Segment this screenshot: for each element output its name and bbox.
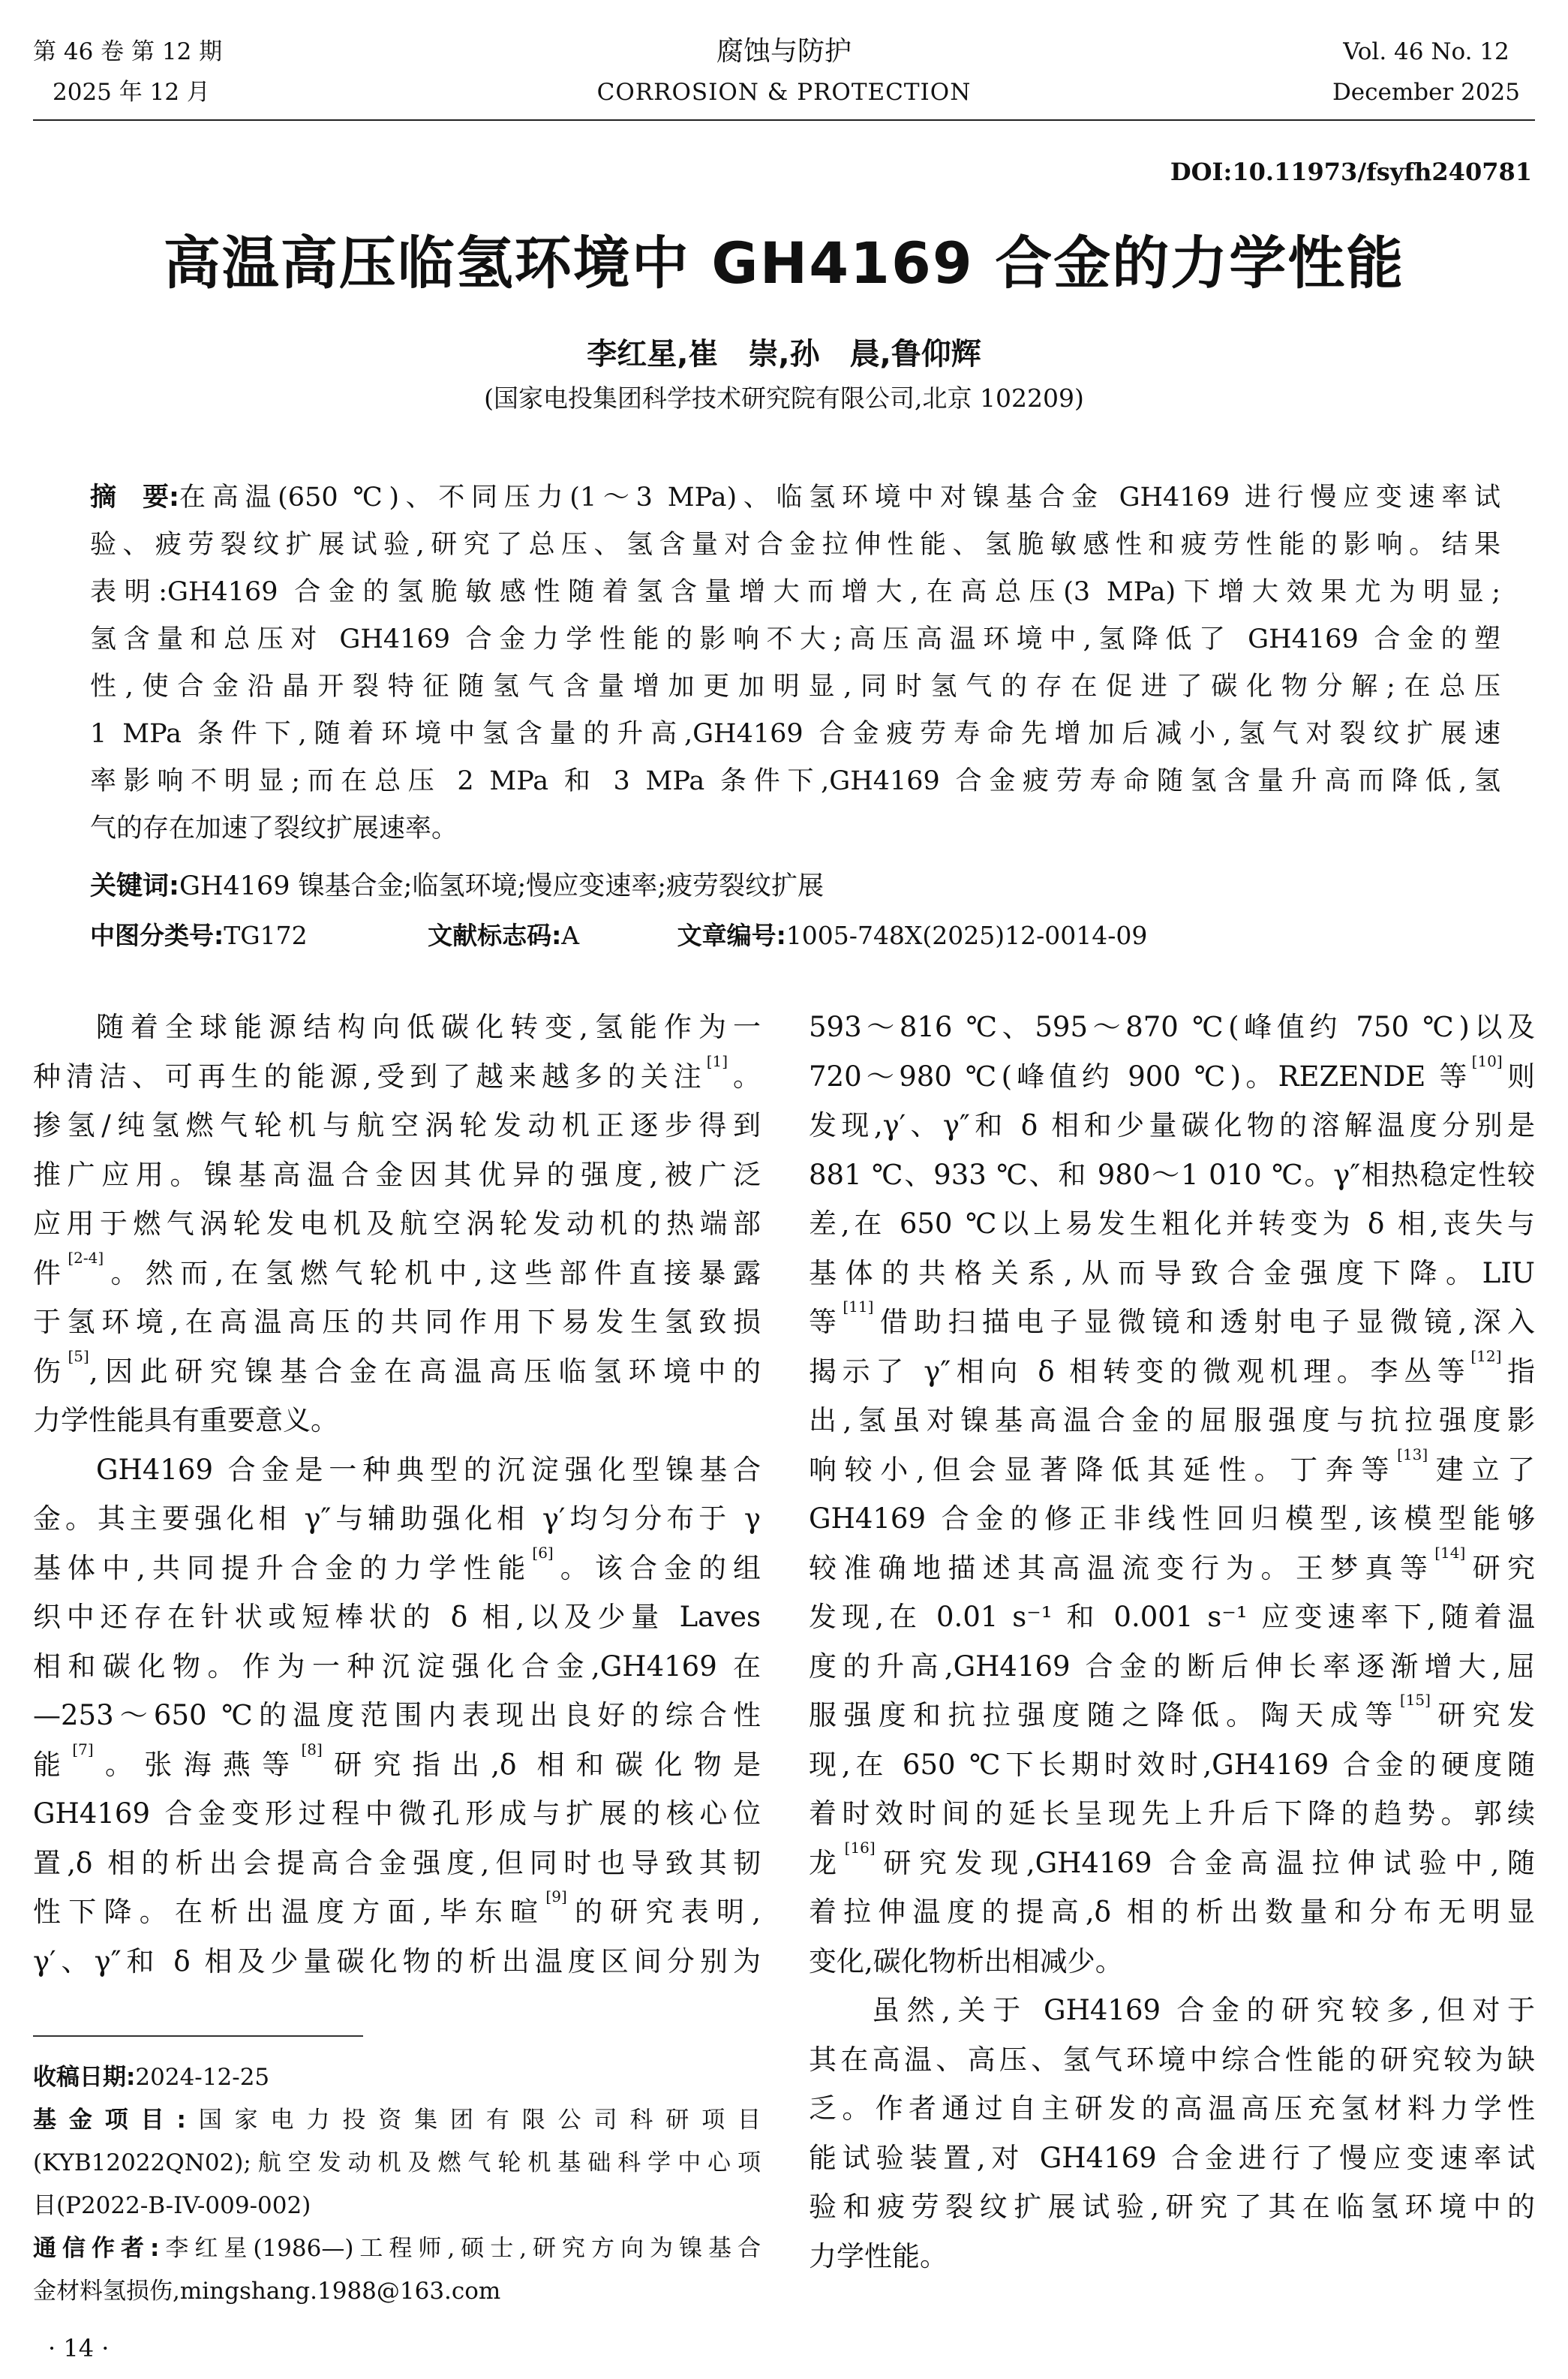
fund-line: 国家电力投资集团有限公司科研项目 — [185, 2107, 761, 2134]
abstract — [90, 474, 1500, 853]
body-line: 现,在 650 ℃下长期时效时,GH4169 合金的硬度随 — [809, 1748, 1535, 1781]
citation-ref: [10] — [1471, 1051, 1503, 1070]
keywords-label: 关键词: — [90, 871, 179, 901]
abstract-line: 率影响不明显;而在总压 2 MPa 和 3 MPa 条件下,GH4169 合金疲劳寿命随氢含量升高而降低,氢 — [90, 766, 1500, 796]
body-line: 应用于燃气涡轮发电机及航空涡轮发动机的热端部 — [33, 1208, 761, 1240]
authors: 李红星,崔 崇,孙 晨,鲁仰辉 — [587, 337, 981, 371]
body-line: γ′、γ″和 δ 相及少量碳化物的析出温度区间分别为 — [33, 1944, 761, 1977]
left-column — [33, 1003, 761, 1986]
body-line: 相和碳化物。作为一种沉淀强化合金,GH4169 在 — [33, 1650, 761, 1683]
body-line: 随着全球能源结构向低碳化转变,氢能作为一 — [96, 1011, 761, 1043]
body-line: 着时效时间的延长呈现先上升后下降的趋势。郭续 — [809, 1797, 1535, 1830]
citation-ref: [5] — [68, 1346, 89, 1365]
citation-ref: [8] — [301, 1740, 323, 1758]
clc-label: 中图分类号: — [90, 921, 224, 950]
citation-ref: [13] — [1397, 1445, 1428, 1463]
header-rule — [33, 119, 1535, 121]
header-volume-en: Vol. 46 No. 12 December 2025 — [1332, 38, 1520, 106]
body-line: 度的升高,GH4169 合金的断后伸长率逐渐增大,屈 — [809, 1650, 1535, 1683]
body-line: 伤[5],因此研究镍基合金在高温高压临氢环境中的 — [33, 1346, 761, 1388]
body-line: 种清洁、可再生的能源,受到了越来越多的关注[1]。 — [33, 1051, 761, 1093]
body-line: 织中还存在针状或短棒状的 δ 相,以及少量 Laves — [33, 1601, 761, 1633]
abstract-line: 表明:GH4169 合金的氢脆敏感性随着氢含量增大而增大,在高总压(3 MPa)下增大效果尤为明显; — [90, 577, 1500, 607]
citation-ref: [15] — [1399, 1691, 1431, 1709]
body-line: 金。其主要强化相 γ″与辅助强化相 γ′均匀分布于 γ — [33, 1502, 761, 1535]
body-line: 其在高温、高压、氢气环境中综合性能的研究较为缺 — [809, 2043, 1535, 2076]
classification-row — [90, 912, 1500, 959]
keywords — [90, 863, 1500, 910]
doc-code-value: A — [561, 921, 580, 950]
citation-ref: [9] — [545, 1887, 567, 1905]
body-line: 能试验装置,对 GH4169 合金进行了慢应变速率试 — [809, 2141, 1535, 2174]
citation-ref: [11] — [843, 1298, 874, 1316]
body-line: 720～980 ℃(峰值约 900 ℃)。REZENDE 等[10]则 — [809, 1051, 1535, 1093]
fund-line: 目(P2022-B-IV-009-002) — [33, 2192, 311, 2219]
body-line: 响较小,但会显著降低其延性。丁奔等[13]建立了 — [809, 1445, 1535, 1486]
fund-label: 基金项目: — [33, 2107, 186, 2134]
footnotes — [33, 2056, 761, 2313]
corresponding-line: 金材料氢损伤,mingshang.1988@163.com — [33, 2278, 501, 2305]
body-line: 乏。作者通过自主研发的高温高压充氢材料力学性 — [809, 2092, 1535, 2125]
article-no-value: 1005-748X(2025)12-0014-09 — [786, 921, 1148, 950]
received-label: 收稿日期: — [33, 2064, 136, 2091]
clc-value: TG172 — [224, 921, 308, 950]
citation-ref: [14] — [1434, 1543, 1466, 1562]
body-line: 验和疲劳裂纹扩展试验,研究了其在临氢环境中的 — [809, 2191, 1535, 2223]
body-line: 发现,γ′、γ″和 δ 相和少量碳化物的溶解温度分别是 — [809, 1109, 1535, 1141]
citation-ref: [6] — [532, 1543, 554, 1562]
body-line: 掺氢/纯氢燃气轮机与航空涡轮发动机正逐步得到 — [33, 1109, 761, 1141]
body-line: GH4169 合金变形过程中微孔形成与扩展的核心位 — [33, 1797, 761, 1830]
abstract-line: 在高温(650 ℃)、不同压力(1～3 MPa)、临氢环境中对镍基合金 GH4169 进行慢应变速率试 — [179, 483, 1500, 513]
body-line: 于氢环境,在高温高压的共同作用下易发生氢致损 — [33, 1306, 761, 1338]
body-line: 虽然,关于 GH4169 合金的研究较多,但对于 — [872, 1994, 1535, 2026]
body-line: 力学性能。 — [809, 2239, 948, 2272]
corresponding-author-label: 通信作者: — [33, 2235, 160, 2262]
citation-ref: [7] — [72, 1740, 94, 1758]
body-line: 593～816 ℃、595～870 ℃(峰值约 750 ℃)以及 — [809, 1011, 1535, 1043]
body-line: 件[2-4]。然而,在氢燃气轮机中,这些部件直接暴露 — [33, 1248, 761, 1289]
citation-ref: [16] — [844, 1838, 876, 1857]
body-line: 能[7]。张海燕等[8]研究指出,δ 相和碳化物是 — [33, 1740, 761, 1781]
body-line: 基体中,共同提升合金的力学性能[6]。该合金的组 — [33, 1543, 761, 1584]
body-line: GH4169 合金是一种典型的沉淀强化型镍基合 — [96, 1453, 761, 1486]
body-line: 着拉伸温度的提高,δ 相的析出数量和分布无明显 — [809, 1896, 1535, 1928]
body-line: —253～650 ℃的温度范围内表现出良好的综合性 — [33, 1699, 761, 1731]
page-number: · 14 · — [48, 2334, 110, 2362]
body-line: 出,氢虽对镍基高温合金的屈服强度与抗拉强度影 — [809, 1404, 1535, 1436]
body-line: 置,δ 相的析出会提高合金强度,但同时也导致其韧 — [33, 1846, 761, 1879]
abstract-line: 氢含量和总压对 GH4169 合金力学性能的影响不大;高压高温环境中,氢降低了 GH4169 合金的塑 — [90, 624, 1500, 654]
body-line: 揭示了 γ″相向 δ 相转变的微观机理。李丛等[12]指 — [809, 1346, 1536, 1388]
doc-code-label: 文献标志码: — [428, 921, 562, 950]
body-line: GH4169 合金的修正非线性回归模型,该模型能够 — [809, 1502, 1535, 1535]
body-line: 服强度和抗拉强度随之降低。陶天成等[15]研究发 — [809, 1691, 1536, 1731]
citation-ref: [12] — [1470, 1346, 1502, 1365]
abstract-label: 摘 要: — [90, 483, 179, 513]
body-line: 龙[16]研究发现,GH4169 合金高温拉伸试验中,随 — [809, 1838, 1536, 1879]
body-line: 881 ℃、933 ℃、和 980～1 010 ℃。γ″相热稳定性较 — [809, 1158, 1535, 1191]
citation-ref: [1] — [706, 1051, 728, 1070]
article-no-label: 文章编号: — [677, 921, 786, 950]
abstract-line: 气的存在加速了裂纹扩展速率。 — [90, 814, 458, 844]
fund-line: (KYB12022QN02);航空发动机及燃气轮机基础科学中心项 — [33, 2149, 761, 2176]
abstract-line: 性,使合金沿晶开裂特征随氢气含量增加更加明显,同时氢气的存在促进了碳化物分解;在总压 — [90, 672, 1500, 702]
body-line: 力学性能具有重要意义。 — [33, 1404, 338, 1436]
body-line: 变化,碳化物析出相减少。 — [809, 1944, 1123, 1977]
abstract-line: 1 MPa 条件下,随着环境中氢含量的升高,GH4169 合金疲劳寿命先增加后减小,氢气对裂纹扩展速 — [90, 719, 1500, 749]
header-journal: 腐蚀与防护 CORROSION & PROTECTION — [596, 36, 972, 106]
corresponding-line: 李红星(1986—)工程师,硕士,研究方向为镍基合 — [159, 2235, 761, 2262]
body-line: 性下降。在析出温度方面,毕东暄[9]的研究表明, — [33, 1887, 761, 1928]
abstract-line: 验、疲劳裂纹扩展试验,研究了总压、氢含量对合金拉伸性能、氢脆敏感性和疲劳性能的影响。结果 — [90, 530, 1500, 560]
body-line: 等[11]借助扫描电子显微镜和透射电子显微镜,深入 — [809, 1298, 1535, 1338]
right-column — [809, 1003, 1535, 2281]
keywords-text: GH4169 镍基合金;临氢环境;慢应变速率;疲劳裂纹扩展 — [179, 871, 825, 901]
footnote-rule — [33, 2035, 363, 2037]
affiliation: (国家电投集团科学技术研究院有限公司,北京 102209) — [484, 383, 1084, 413]
header-volume-cn: 第 46 卷 第 12 期 2025 年 12 月 — [33, 38, 223, 106]
body-line: 差,在 650 ℃以上易发生粗化并转变为 δ 相,丧失与 — [809, 1208, 1535, 1240]
citation-ref: [2-4] — [68, 1248, 104, 1267]
body-line: 较准确地描述其高温流变行为。王梦真等[14]研究 — [809, 1543, 1536, 1584]
body-line: 推广应用。镍基高温合金因其优异的强度,被广泛 — [33, 1158, 761, 1191]
body-line: 基体的共格关系,从而导致合金强度下降。LIU — [809, 1256, 1535, 1289]
page-title: 高温高压临氢环境中 GH4169 合金的力学性能 — [163, 230, 1405, 296]
received-date: 2024-12-25 — [135, 2064, 270, 2091]
body-line: 发现,在 0.01 s⁻¹ 和 0.001 s⁻¹ 应变速率下,随着温 — [809, 1601, 1535, 1633]
doi: DOI:10.11973/fsyfh240781 — [1170, 158, 1532, 186]
